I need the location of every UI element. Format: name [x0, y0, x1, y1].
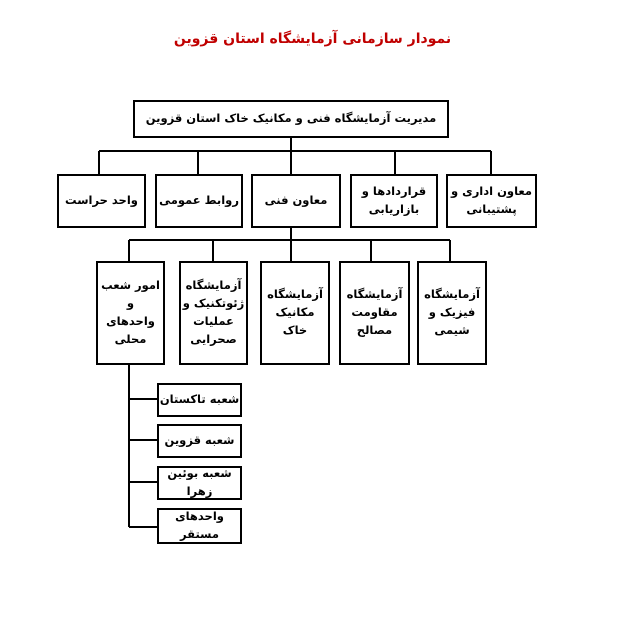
chart-title: نمودار سازمانی آزمایشگاه استان قزوین	[173, 31, 452, 47]
resident-units-label: واحدهای مستقر	[175, 509, 224, 541]
root-management-box	[133, 100, 449, 138]
materials-lab-line-2: مقاومت مصالح	[351, 305, 398, 337]
soil-lab-line-1: آزمایشگاه	[267, 287, 323, 302]
resident-units-box	[157, 508, 242, 544]
qazvin-branch-label: شعبه قزوین	[164, 433, 235, 448]
security-unit-box	[57, 174, 146, 228]
branches-line-2: و	[126, 296, 135, 311]
soil-lab-line-2: مکانیک خاک	[275, 305, 315, 337]
branches-line-3: واحدهای	[106, 314, 155, 328]
geotech-lab-line-4: صحرایی	[190, 331, 237, 346]
geotech-lab-line-3: عملیات	[193, 314, 234, 328]
branches-line-1: امور شعب	[101, 278, 160, 293]
public-relations-box	[155, 174, 243, 228]
qazvin-branch-box	[157, 424, 242, 458]
physics-chemistry-lab-box	[417, 261, 487, 365]
buin-zahra-branch-box	[157, 466, 242, 500]
physics-lab-line-2: فیزیک و شیمی	[428, 305, 476, 337]
materials-lab-line-1: آزمایشگاه	[346, 287, 403, 302]
contracts-box	[350, 174, 438, 228]
contracts-line-1: قراردادها و	[361, 184, 427, 199]
admin-deputy-box	[446, 174, 537, 228]
branches-line-4: محلی	[114, 331, 147, 346]
geotech-lab-line-1: آزمایشگاه	[185, 278, 242, 293]
takestan-branch-box	[157, 383, 242, 417]
buin-zahra-branch-label: شعبه بوئین زهرا	[167, 466, 232, 498]
materials-strength-lab-box	[339, 261, 410, 365]
contracts-line-2: بازاریابی	[368, 202, 420, 216]
geotech-lab-line-2: ژئوتکنیک و	[182, 296, 245, 311]
geotechnical-lab-box	[179, 261, 248, 365]
branches-affairs-box	[96, 261, 165, 365]
soil-mechanics-lab-box	[260, 261, 330, 365]
takestan-branch-label: شعبه تاکستان	[159, 392, 240, 407]
technical-deputy-box	[251, 174, 341, 228]
admin-deputy-line-1: معاون اداری و	[451, 184, 532, 199]
root-label: مدیریت آزمایشگاه فنی و مکانیک خاک استان قزوین	[145, 111, 437, 126]
admin-deputy-line-2: پشتیبانی	[466, 202, 517, 216]
technical-deputy-label: معاون فنی	[264, 193, 328, 208]
public-relations-label: روابط عمومی	[159, 193, 239, 208]
physics-lab-line-1: آزمایشگاه	[424, 287, 480, 302]
security-unit-label: واحد حراست	[65, 193, 138, 208]
